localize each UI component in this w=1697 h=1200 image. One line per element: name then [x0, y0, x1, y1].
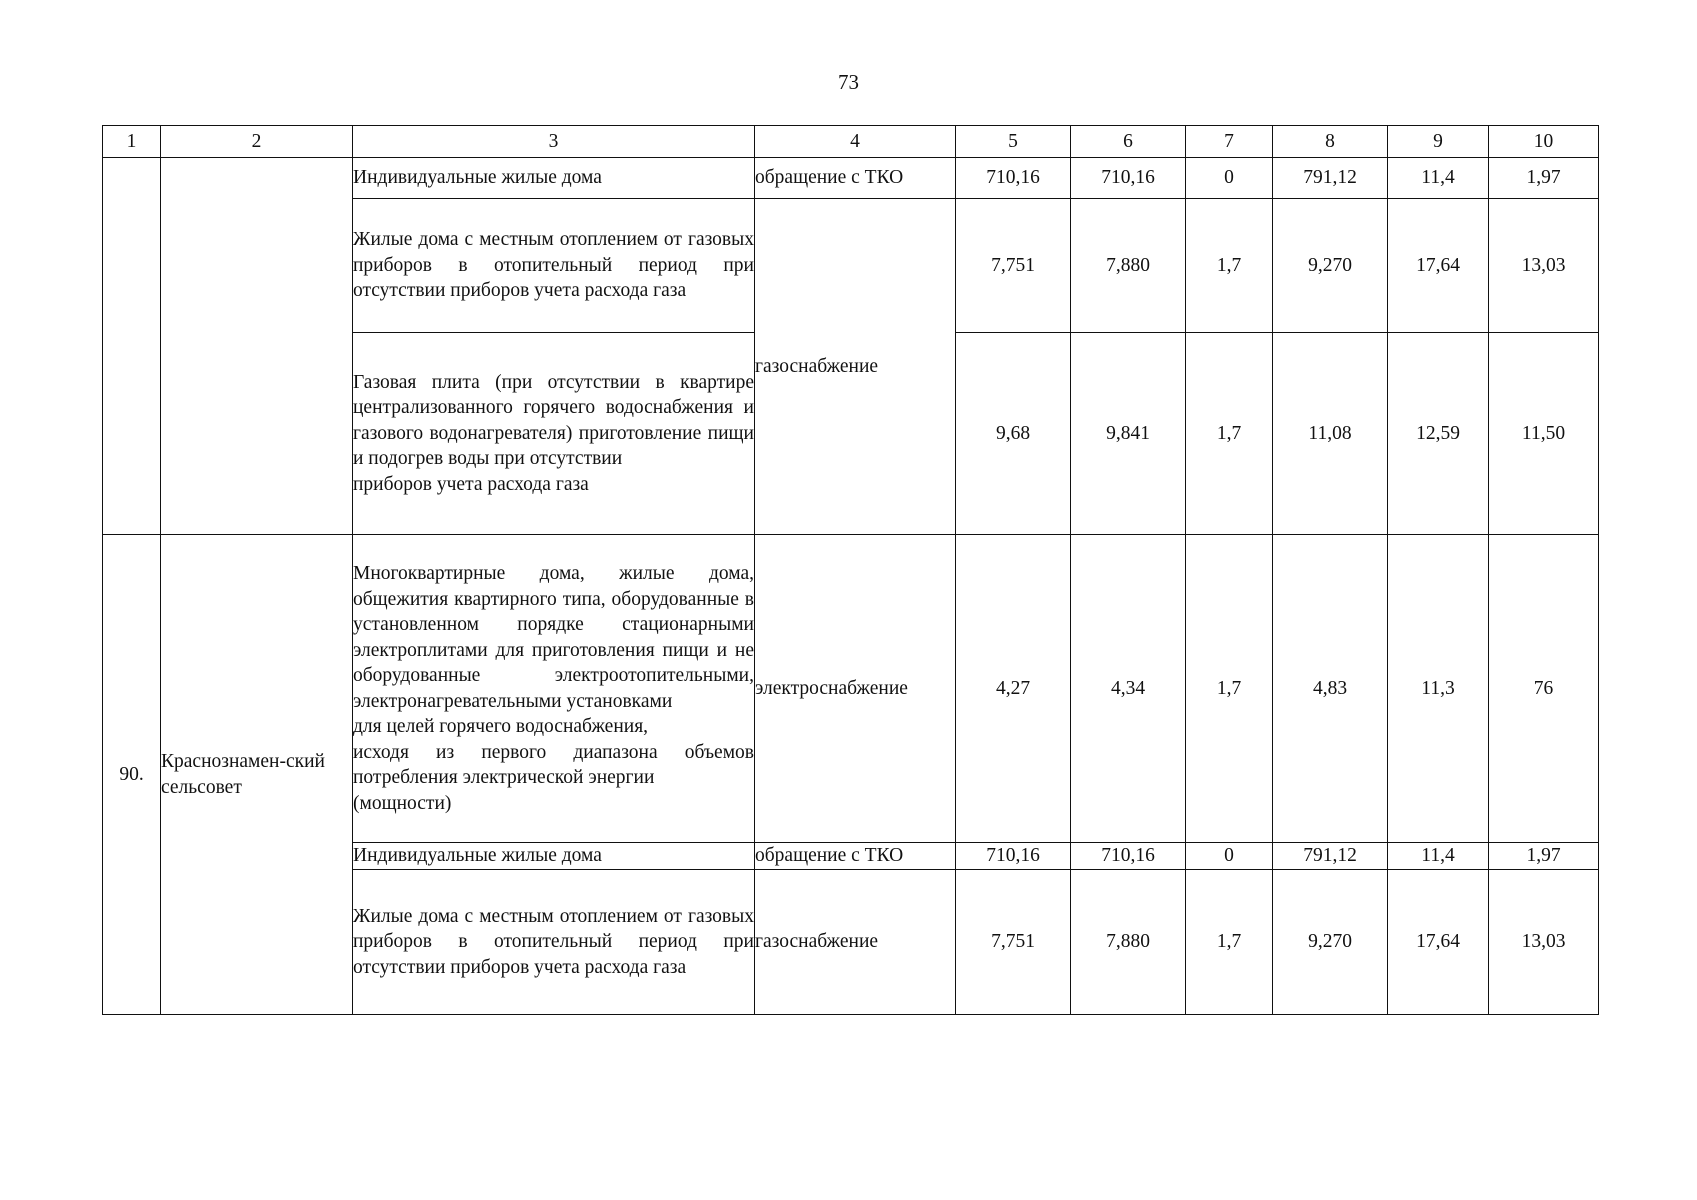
municipality-cell: [161, 158, 353, 535]
value-cell: 710,16: [956, 843, 1071, 870]
header-cell: 4: [755, 126, 956, 158]
description-text-last-line: приборов учета расхода газа: [353, 473, 589, 495]
value-cell: 7,751: [956, 870, 1071, 1015]
header-cell: 6: [1071, 126, 1186, 158]
value-cell: 9,270: [1273, 199, 1388, 333]
header-cell: 1: [103, 126, 161, 158]
page-number: 73: [838, 70, 859, 94]
header-cell: 7: [1186, 126, 1273, 158]
value-cell: 1,97: [1489, 843, 1599, 870]
value-cell: 1,7: [1186, 870, 1273, 1015]
description-cell: Индивидуальные жилые дома: [353, 843, 755, 870]
description-text: Многоквартирные дома, жилые дома, общежития квартирного типа, оборудованные в установленном порядке стационарными электроплитами для приготовления пищи и не оборудованные электроотопительными, электронагревательными установками: [353, 563, 754, 712]
municipality-cell: Краснознамен-ский сельсовет: [161, 535, 353, 1015]
header-cell: 10: [1489, 126, 1599, 158]
row-number-cell: [103, 158, 161, 535]
value-cell: 1,7: [1186, 199, 1273, 333]
value-cell: 76: [1489, 535, 1599, 843]
value-cell: 13,03: [1489, 199, 1599, 333]
description-cell: [353, 333, 755, 535]
service-cell: электроснабжение: [755, 535, 956, 843]
service-cell: обращение с ТКО: [755, 843, 956, 870]
description-text-last-line: (мощности): [353, 792, 452, 814]
value-cell: 710,16: [1071, 158, 1186, 199]
value-cell: 7,880: [1071, 199, 1186, 333]
value-cell: 11,4: [1388, 158, 1489, 199]
table-row: [103, 158, 1599, 199]
description-text-continued: исходя из первого диапазона объемов потребления электрической энергии: [353, 741, 754, 788]
value-cell: 0: [1186, 158, 1273, 199]
header-cell: 8: [1273, 126, 1388, 158]
value-cell: 791,12: [1273, 843, 1388, 870]
value-cell: 1,7: [1186, 333, 1273, 535]
value-cell: 13,03: [1489, 870, 1599, 1015]
value-cell: 4,34: [1071, 535, 1186, 843]
value-cell: 791,12: [1273, 158, 1388, 199]
service-cell: газоснабжение: [755, 870, 956, 1015]
value-cell: 17,64: [1388, 870, 1489, 1015]
description-cell: Жилые дома с местным отоплением от газовых приборов в отопительный период при отсутствии приборов учета расхода газа: [353, 199, 755, 333]
value-cell: 710,16: [956, 158, 1071, 199]
value-cell: 11,4: [1388, 843, 1489, 870]
value-cell: 1,97: [1489, 158, 1599, 199]
service-cell: обращение с ТКО: [755, 158, 956, 199]
description-cell: Индивидуальные жилые дома: [353, 158, 755, 199]
value-cell: 9,841: [1071, 333, 1186, 535]
header-cell: 5: [956, 126, 1071, 158]
value-cell: 7,880: [1071, 870, 1186, 1015]
value-cell: 11,3: [1388, 535, 1489, 843]
description-text-line: для целей горячего водоснабжения,: [353, 716, 649, 737]
value-cell: 9,270: [1273, 870, 1388, 1015]
value-cell: 7,751: [956, 199, 1071, 333]
value-cell: 4,27: [956, 535, 1071, 843]
table-header-row: [103, 126, 1599, 158]
value-cell: 11,08: [1273, 333, 1388, 535]
value-cell: 9,68: [956, 333, 1071, 535]
header-cell: 2: [161, 126, 353, 158]
tariff-table: [102, 125, 1599, 1015]
value-cell: 0: [1186, 843, 1273, 870]
description-cell: Жилые дома с местным отоплением от газовых приборов в отопительный период при отсутствии приборов учета расхода газа: [353, 870, 755, 1015]
value-cell: 17,64: [1388, 199, 1489, 333]
value-cell: 710,16: [1071, 843, 1186, 870]
service-cell: газоснабжение: [755, 199, 956, 535]
row-number-cell: 90.: [103, 535, 161, 1015]
value-cell: 12,59: [1388, 333, 1489, 535]
value-cell: 11,50: [1489, 333, 1599, 535]
value-cell: 1,7: [1186, 535, 1273, 843]
description-text: Газовая плита (при отсутствии в квартире централизованного горячего водоснабжения и газового водонагревателя) приготовление пищи и подогрев воды при отсутствии: [353, 371, 754, 470]
header-cell: 9: [1388, 126, 1489, 158]
description-cell: [353, 535, 755, 843]
header-cell: 3: [353, 126, 755, 158]
value-cell: 4,83: [1273, 535, 1388, 843]
table-row: [103, 535, 1599, 843]
